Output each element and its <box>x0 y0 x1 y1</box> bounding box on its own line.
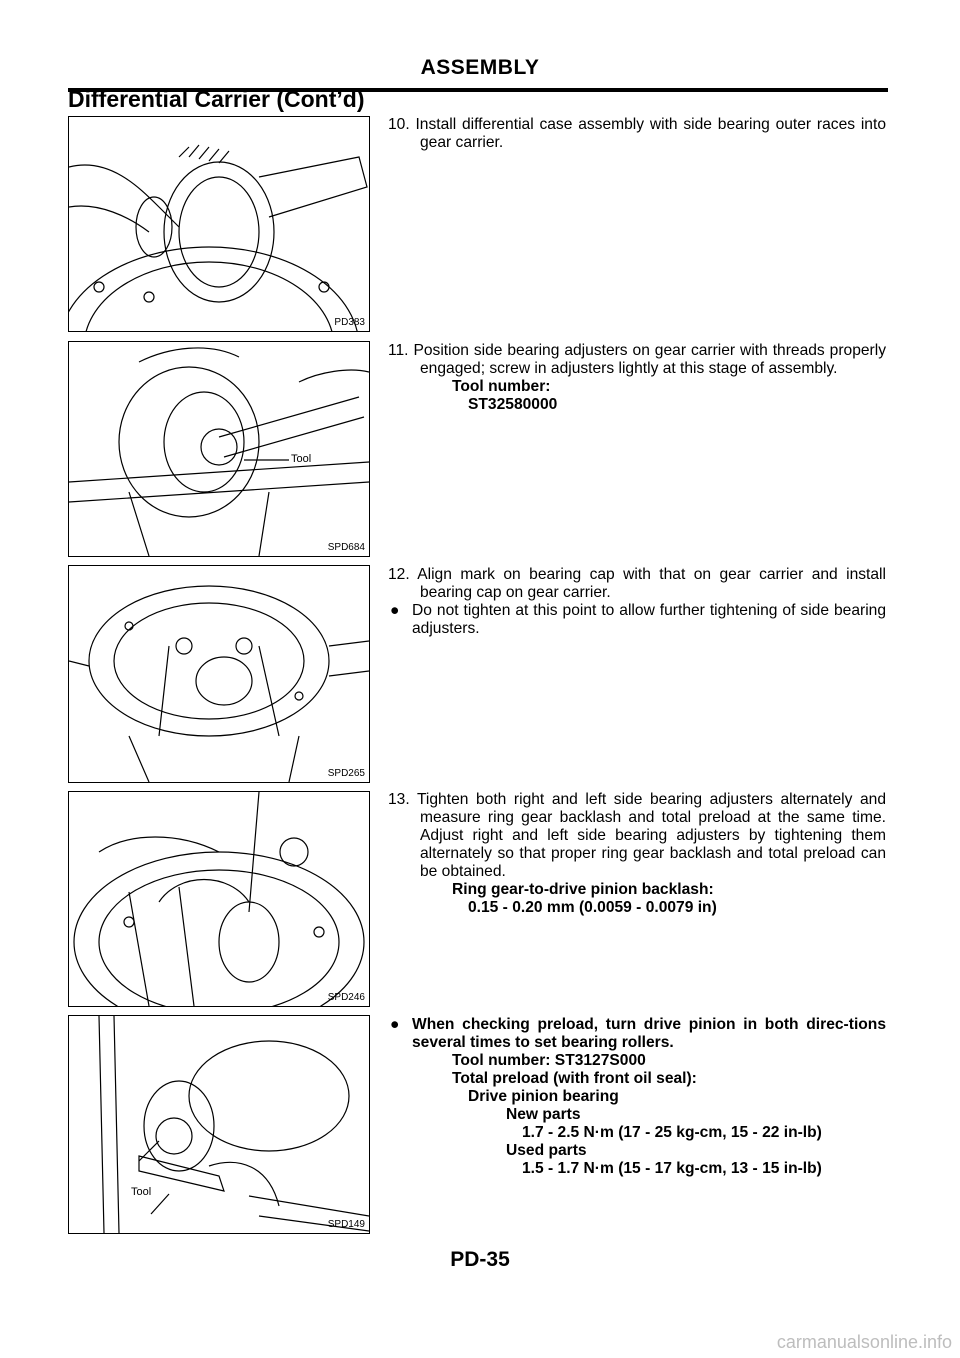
figure-spd149 <box>68 1015 370 1234</box>
figure-code: SPD684 <box>327 542 365 553</box>
new-parts-label: New parts <box>506 1106 581 1123</box>
page-subtitle: Differential Carrier (Cont’d) <box>68 86 365 112</box>
figure-spd246 <box>68 791 370 1007</box>
side-bearing-adjuster-illustration <box>69 342 369 556</box>
bullet-item <box>388 1016 886 1052</box>
bearing-cap-illustration <box>69 566 369 782</box>
preload-note <box>388 1016 886 1178</box>
bullet-item <box>388 602 886 638</box>
differential-case-illustration <box>69 117 369 331</box>
figure-code: PD383 <box>334 317 365 328</box>
spec-label: Ring gear-to-drive pinion backlash: <box>452 881 714 898</box>
used-parts-value: 1.5 - 1.7 N·m (15 - 17 kg-cm, 13 - 15 in-lb) <box>522 1160 822 1177</box>
bullet-icon: ● <box>390 1016 400 1033</box>
figure-code: SPD265 <box>327 768 365 779</box>
page-number: PD-35 <box>450 1248 510 1271</box>
bearing-label: Drive pinion bearing <box>468 1088 619 1105</box>
step-10 <box>388 116 886 152</box>
preload-check-illustration <box>69 1016 369 1233</box>
tool-number: Tool number: ST3127S000 <box>452 1052 646 1069</box>
step-text: 10. Install differential case assembly with side bearing outer races into gear carrier. <box>388 116 886 151</box>
tool-number-value: ST32580000 <box>468 396 558 413</box>
step-text: 13. Tighten both right and left side bearing adjusters alternately and measure ring gear backlash and total preload at the same time. Adjust right and left side bearing adjusters by tightening them alternately so that proper ring gear backlash and total preload can be obtained. <box>388 791 886 880</box>
bullet-text: Do not tighten at this point to allow further tightening of side bearing adjusters. <box>412 602 886 637</box>
step-12 <box>388 566 886 638</box>
step-text: 12. Align mark on bearing cap with that on gear carrier and install bearing cap on gear carrier. <box>388 566 886 601</box>
figure-code: SPD149 <box>327 1219 365 1230</box>
figure-spd684 <box>68 341 370 557</box>
spec-value: 0.15 - 0.20 mm (0.0059 - 0.0079 in) <box>468 899 717 916</box>
tool-number-label: Tool number: <box>452 378 551 395</box>
section-heading: ASSEMBLY <box>420 56 540 79</box>
step-11 <box>388 342 886 414</box>
backlash-measurement-illustration <box>69 792 369 1006</box>
step-text: 11. Position side bearing adjusters on gear carrier with threads properly engaged; screw in adjusters lightly at this stage of assembly. <box>388 342 886 377</box>
step-13 <box>388 791 886 917</box>
preload-label: Total preload (with front oil seal): <box>452 1070 697 1087</box>
tool-callout: Tool <box>131 1186 152 1198</box>
bullet-icon: ● <box>390 602 400 619</box>
figure-pd383 <box>68 116 370 332</box>
tool-callout: Tool <box>291 453 312 465</box>
figure-spd265 <box>68 565 370 783</box>
used-parts-label: Used parts <box>506 1142 587 1159</box>
new-parts-value: 1.7 - 2.5 N·m (17 - 25 kg-cm, 15 - 22 in-lb) <box>522 1124 822 1141</box>
watermark: carmanualsonline.info <box>776 1332 952 1352</box>
figure-code: SPD246 <box>327 992 365 1003</box>
bullet-text: When checking preload, turn drive pinion in both direc-tions several times to set bearing rollers. <box>412 1016 886 1051</box>
